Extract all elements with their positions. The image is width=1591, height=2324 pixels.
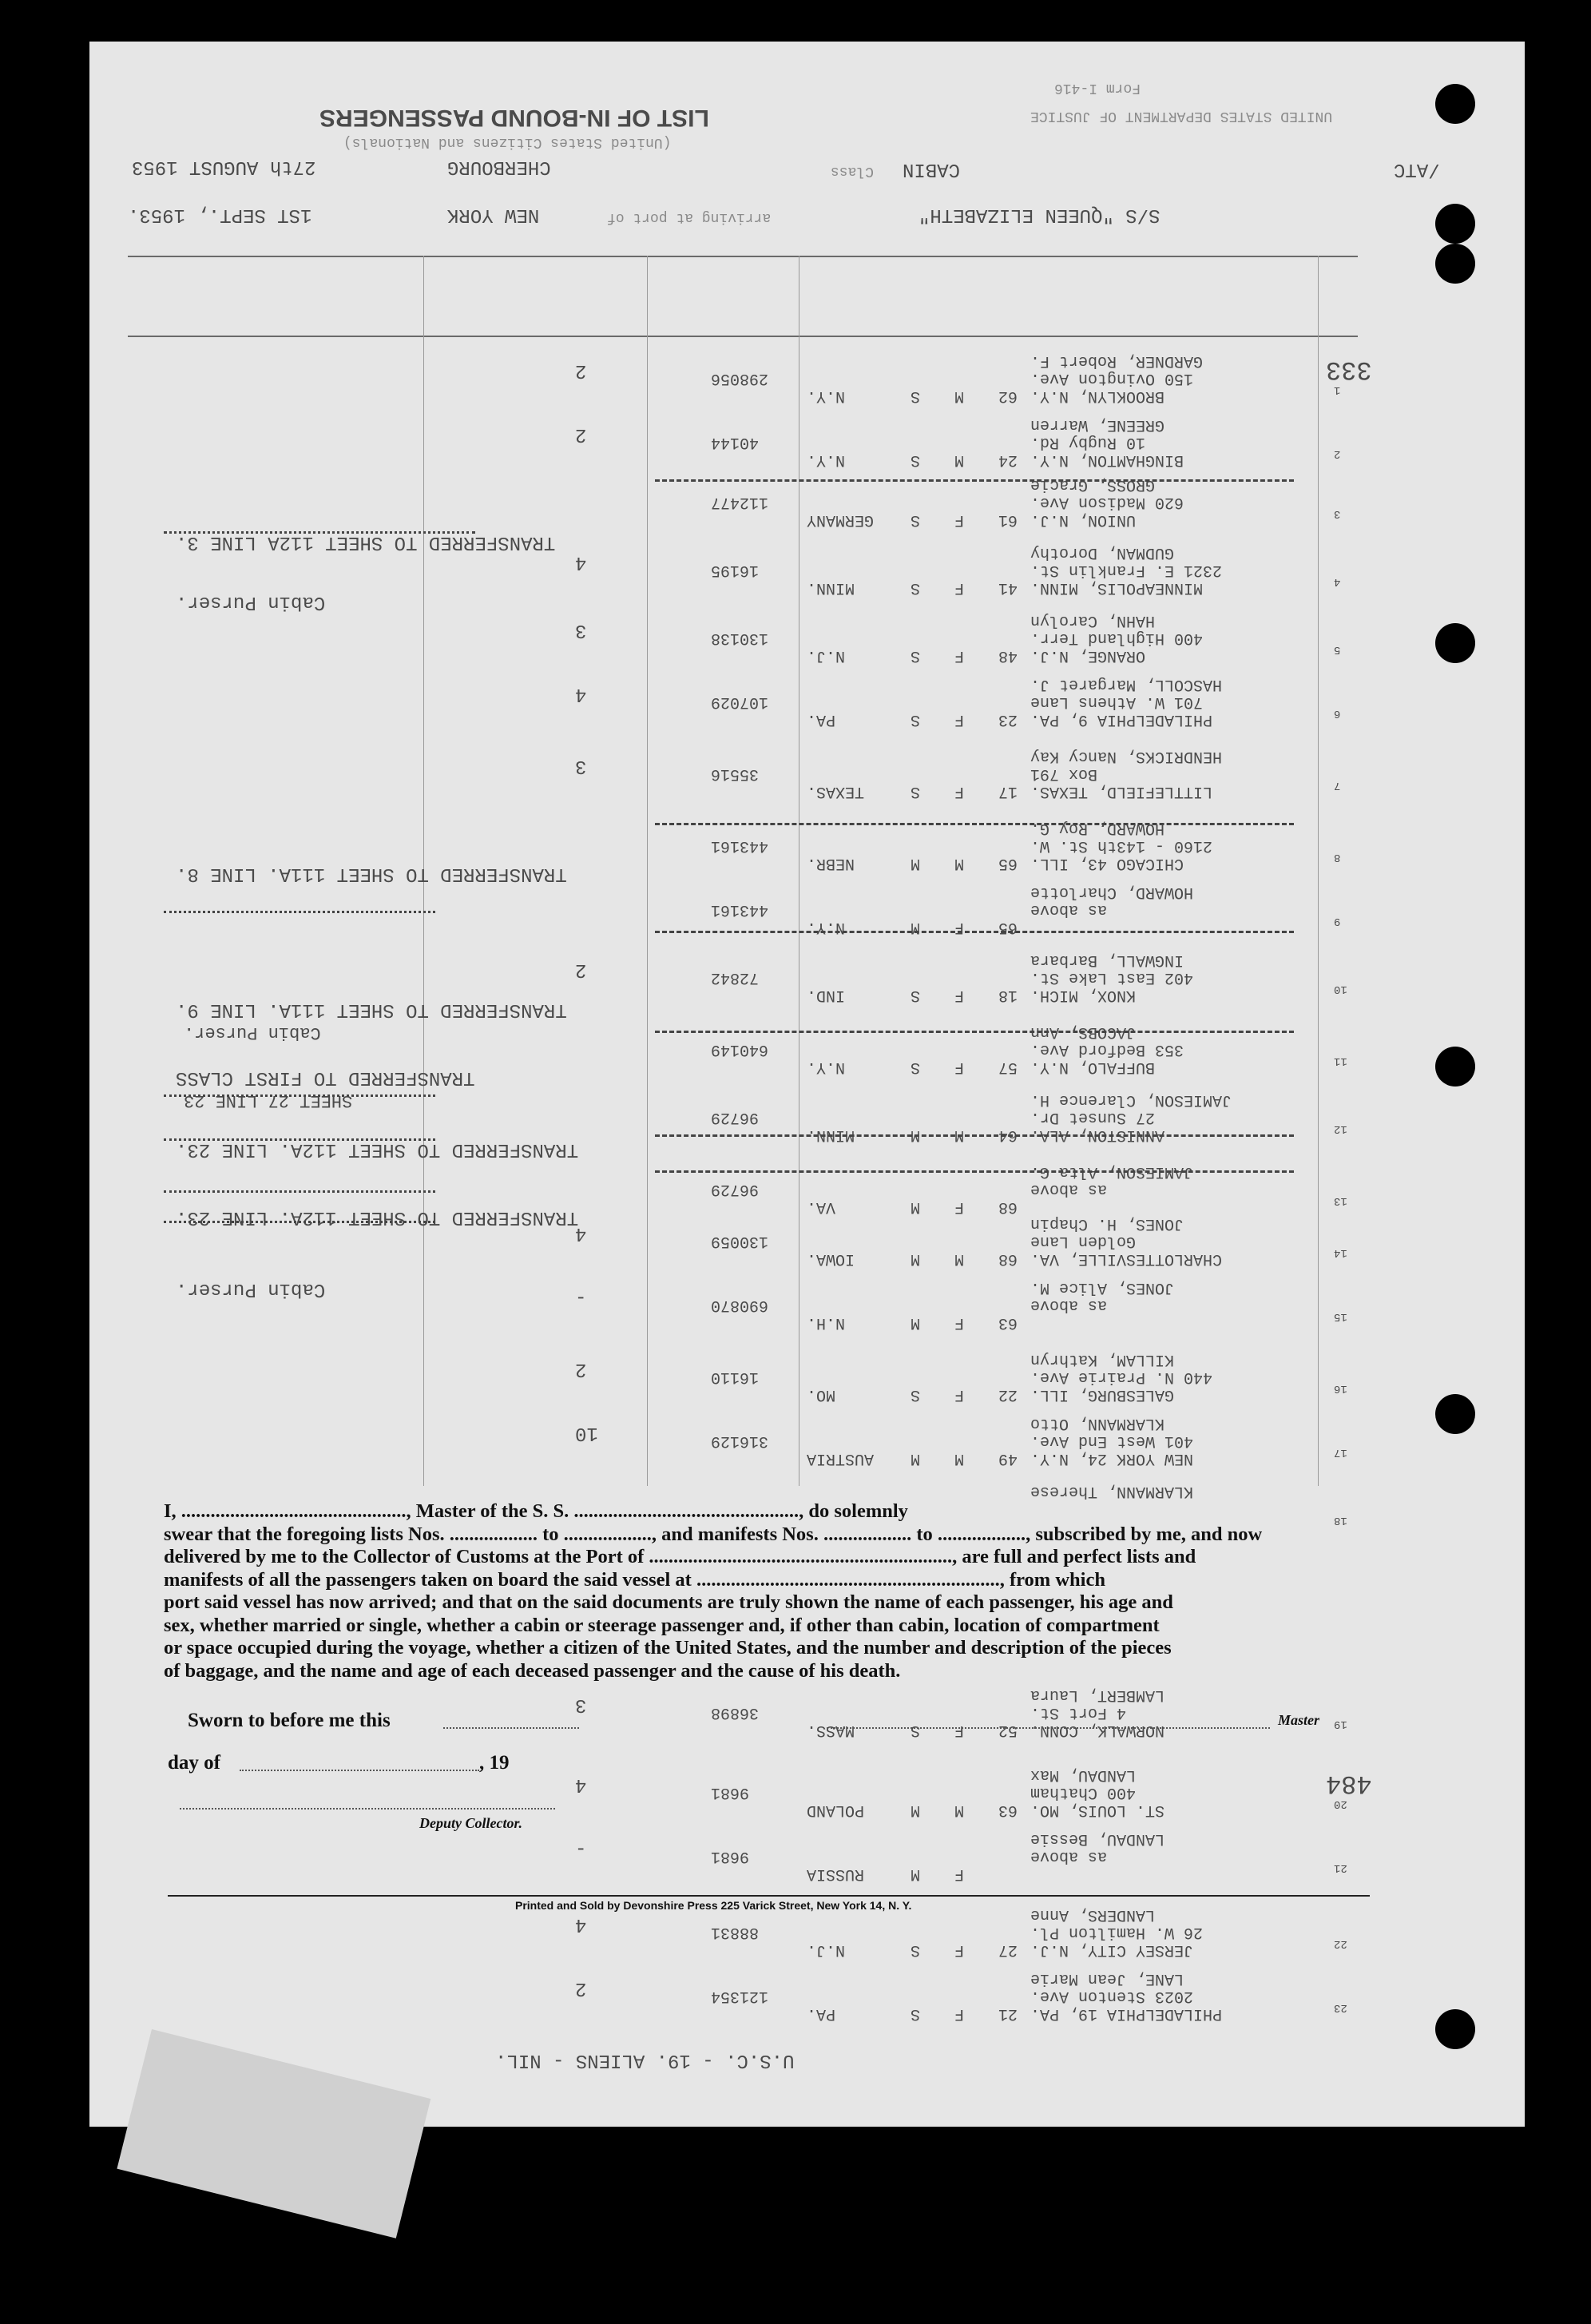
passenger-birthplace: RUSSIA (807, 1865, 865, 1883)
passenger-line-number: 12 (1334, 1122, 1347, 1135)
to-value: /ATC (1394, 158, 1440, 180)
passenger-status: S (911, 1721, 921, 1739)
transfer-note: TRANSFERRED TO SHEET 111A. LINE 8. (176, 863, 567, 884)
passenger-passport: 96729 (711, 1180, 760, 1198)
passenger-age: 65 (998, 854, 1018, 872)
passenger-city: CHARLOTTESVILLE, VA. (1030, 1249, 1223, 1268)
passenger-name: JAMIESON, Clarence H. (1030, 1090, 1232, 1109)
passenger-city: LITTLEFIELD, TEXAS. (1030, 782, 1213, 800)
passenger-sex: M (954, 1249, 965, 1268)
passenger-name: GREENE, Warren (1030, 415, 1165, 434)
passenger-age: 63 (998, 1801, 1018, 1819)
passenger-birthplace: PA. (807, 2004, 836, 2023)
punch-hole (1435, 204, 1475, 244)
transfer-note: TRANSFERRED TO SHEET 112A LINE 3. (176, 531, 556, 553)
transfer-note-2: Cabin Purser. (184, 1023, 321, 1043)
punch-hole (1435, 2009, 1475, 2049)
passenger-age: 23 (998, 710, 1018, 729)
passenger-line-number: 19 (1334, 1718, 1347, 1730)
passenger-baggage: 4 (575, 683, 587, 705)
passenger-status: M (911, 1198, 921, 1216)
oath-line: I, .............................................., Master of the S. S. .............................................., do solemnly (164, 1500, 908, 1522)
passenger-baggage: 2 (575, 423, 587, 445)
passenger-status: S (911, 646, 921, 665)
passenger-sex: F (954, 782, 965, 800)
passenger-line-number: 20 (1334, 1798, 1347, 1810)
passenger-birthplace: IND. (807, 986, 846, 1004)
passenger-line-number: 13 (1334, 1194, 1347, 1207)
passenger-baggage: 10 (575, 1422, 598, 1444)
header-subtitle: (United States Citizens and Nationals) (343, 134, 672, 150)
header-rule (128, 256, 1358, 257)
oath-line: port said vessel has now arrived; and that on the said documents are truly shown the name of each passenger, his age and (164, 1591, 1173, 1613)
transfer-note: Cabin Purser. (176, 1278, 326, 1300)
passenger-address: as above (1030, 900, 1108, 919)
passenger-status: S (911, 986, 921, 1004)
passenger-name: GROSS, Gracie (1030, 475, 1156, 494)
passenger-name: LANE, Jean Marie (1030, 1969, 1184, 1988)
passenger-name: JONES, H. Chapin (1030, 1214, 1184, 1233)
passenger-line-number: 21 (1334, 1861, 1347, 1874)
passenger-baggage: 2 (575, 959, 587, 980)
passenger-age: 62 (998, 387, 1018, 405)
passenger-sex: F (954, 710, 965, 729)
day-of-line (240, 1770, 479, 1771)
passenger-status: S (911, 1385, 921, 1404)
passenger-status: S (911, 710, 921, 729)
passenger-age: 68 (998, 1249, 1018, 1268)
passenger-city: NEW YORK 24, N.Y. (1030, 1449, 1194, 1468)
passenger-address: 620 Madison Ave. (1030, 493, 1184, 511)
passenger-passport: 107029 (711, 693, 769, 711)
passenger-age: 22 (998, 1385, 1018, 1404)
passenger-passport: 112477 (711, 493, 769, 511)
passenger-passport: 130059 (711, 1232, 769, 1250)
passenger-status: S (911, 387, 921, 405)
passenger-name: HOWARD, Roy G. (1030, 819, 1165, 837)
vessel-value: S/S "QUEEN ELIZABETH" (918, 204, 1161, 225)
passenger-address: as above (1030, 1180, 1108, 1198)
passenger-address: 701 W. Athens Lane (1030, 693, 1204, 711)
master-label: Master (1278, 1712, 1320, 1728)
transfer-note: TRANSFERRED TO SHEET 111A. LINE 9. (176, 999, 567, 1020)
passenger-address: as above (1030, 1296, 1108, 1314)
header-agency: UNITED STATES DEPARTMENT OF JUSTICE (1030, 108, 1333, 124)
passenger-birthplace: POLAND (807, 1801, 865, 1819)
passenger-birthplace: PA. (807, 710, 836, 729)
strike-line (655, 823, 1294, 825)
passenger-birthplace: GERMANY (807, 510, 875, 529)
passenger-passport: 9681 (711, 1847, 750, 1865)
passenger-sex: F (954, 1865, 965, 1883)
passenger-baggage: 2 (575, 1358, 587, 1380)
passenger-baggage: 3 (575, 1694, 587, 1715)
passenger-baggage: - (575, 1837, 587, 1859)
passenger-address: 440 N. Prairie Ave. (1030, 1368, 1213, 1386)
oath-line: sex, whether married or single, whether a cabin or steerage passenger and, if other than cabin, location of compartment (164, 1614, 1160, 1636)
passenger-city: BROOKLYN, N.Y. (1030, 387, 1165, 405)
passenger-passport: 121354 (711, 1987, 769, 2005)
passenger-baggage: 3 (575, 619, 587, 641)
passenger-sex: F (954, 918, 965, 936)
class-label: Class (831, 163, 875, 179)
passenger-line-number: 10 (1334, 983, 1347, 995)
passenger-birthplace: MINN. (807, 1126, 855, 1144)
date-value: 27th AUGUST 1953 (132, 156, 316, 177)
passenger-status: M (911, 1313, 921, 1332)
passenger-baggage: 2 (575, 1977, 587, 1999)
passenger-line-number: 3 (1334, 507, 1341, 520)
passenger-age: 48 (998, 646, 1018, 665)
passenger-city: UNION, N.J. (1030, 510, 1137, 529)
passenger-address: 2160 - 143th St. W. (1030, 836, 1213, 855)
passenger-address: 150 Ovington Ave. (1030, 369, 1194, 387)
passenger-baggage: 3 (575, 755, 587, 777)
passenger-city: MINNEAPOLIS, MINN. (1030, 578, 1204, 597)
passenger-passport: 40144 (711, 433, 760, 451)
passenger-sex: F (954, 1058, 965, 1076)
passenger-sex: F (954, 1313, 965, 1332)
punch-hole (1435, 244, 1475, 284)
passenger-passport: 35516 (711, 765, 760, 783)
master-signature-line (827, 1727, 1270, 1729)
passenger-baggage: 4 (575, 1913, 587, 1935)
strike-line (655, 1134, 1294, 1137)
passenger-city: BUFFALO, N.Y. (1030, 1058, 1156, 1076)
passenger-line-number: 4 (1334, 575, 1341, 588)
dotted-line (164, 1138, 435, 1141)
passenger-passport: 96729 (711, 1108, 760, 1126)
passenger-city: NORWALK, CONN. (1030, 1721, 1165, 1739)
passenger-birthplace: MASS. (807, 1721, 855, 1739)
passenger-name: HENDRICKS, Nancy Kay (1030, 747, 1223, 765)
passenger-birthplace: IOWA. (807, 1249, 855, 1268)
passenger-age: 21 (998, 2004, 1018, 2023)
oath-statement (164, 1500, 1370, 1682)
passenger-status: S (911, 782, 921, 800)
passenger-line-number: 2 (1334, 447, 1341, 460)
arriving-label: arriving at port of (607, 209, 772, 225)
strike-line (655, 1170, 1294, 1173)
margin-mark: 484 (1326, 1769, 1372, 1798)
sworn-day-line (443, 1727, 579, 1729)
passenger-status: S (911, 578, 921, 597)
passenger-line-number: 16 (1334, 1382, 1347, 1395)
passenger-baggage: 2 (575, 360, 587, 381)
passenger-age: 57 (998, 1058, 1018, 1076)
passenger-address: 4 Fort St. (1030, 1703, 1127, 1722)
passenger-sex: F (954, 510, 965, 529)
passenger-passport: 9681 (711, 1783, 750, 1802)
passenger-baggage: 4 (575, 1774, 587, 1795)
passenger-birthplace: N.Y. (807, 387, 846, 405)
passenger-name: HOWARD, Charlotte (1030, 883, 1194, 901)
passenger-status: M (911, 1126, 921, 1144)
passenger-city: CHICAGO 43, ILL. (1030, 854, 1184, 872)
passenger-name: LANDAU, Max (1030, 1766, 1137, 1784)
passenger-birthplace: N.Y. (807, 451, 846, 469)
passenger-city: ANNISTON, ALA. (1030, 1126, 1165, 1144)
passenger-status: M (911, 918, 921, 936)
passenger-address: 26 W. Hamilton Pl. (1030, 1923, 1204, 1941)
passenger-age: 52 (998, 1721, 1018, 1739)
passenger-status: M (911, 854, 921, 872)
port-value: NEW YORK (447, 204, 540, 225)
passenger-passport: 640149 (711, 1040, 769, 1059)
passenger-line-number: 15 (1334, 1310, 1347, 1323)
passenger-passport: 298056 (711, 369, 769, 387)
passenger-passport: 16195 (711, 561, 760, 579)
passenger-line-number: 1 (1334, 383, 1341, 396)
passenger-city: ORANGE, N.J. (1030, 646, 1146, 665)
passenger-address: 2321 E. Franklin St. (1030, 561, 1223, 579)
passenger-city: PHILADELPHIA 19, PA. (1030, 2004, 1223, 2023)
passenger-passport: 443161 (711, 900, 769, 919)
passenger-city: GALESBURG, ILL. (1030, 1385, 1175, 1404)
oath-line: manifests of all the passengers taken on board the said vessel at .............................................................., from which (164, 1568, 1105, 1591)
passenger-city: KNOX, MICH. (1030, 986, 1137, 1004)
passenger-birthplace: N.Y. (807, 918, 846, 936)
day-of-label: day of (168, 1752, 220, 1774)
passenger-birthplace: N.J. (807, 1941, 846, 1959)
passenger-baggage: - (575, 1286, 587, 1308)
passenger-status: M (911, 1249, 921, 1268)
passenger-birthplace: NEBR. (807, 854, 855, 872)
passenger-age: 41 (998, 578, 1018, 597)
passenger-age: 61 (998, 510, 1018, 529)
passenger-address: 10 Rugby Rd. (1030, 433, 1146, 451)
column-header-rule (128, 336, 1358, 337)
passenger-name: JAMIESON, Alta G. (1030, 1162, 1194, 1181)
printer-rule (168, 1895, 1370, 1897)
passenger-passport: 88831 (711, 1923, 760, 1941)
passenger-status: M (911, 1865, 921, 1883)
passenger-address: 402 East Lake St. (1030, 968, 1194, 987)
column-divider (1318, 256, 1319, 1486)
punch-hole (1435, 1394, 1475, 1434)
passenger-age: 49 (998, 1449, 1018, 1468)
passenger-address: 2023 Stenton Ave. (1030, 1987, 1194, 2005)
passenger-sex: F (954, 1941, 965, 1959)
passenger-line-number: 8 (1334, 851, 1341, 864)
transfer-note: Cabin Purser. (176, 591, 326, 613)
dotted-line (164, 1094, 435, 1097)
passenger-passport: 316129 (711, 1432, 769, 1450)
passenger-age: 63 (998, 1313, 1018, 1332)
passenger-name: HASCOLL, Margaret J. (1030, 675, 1223, 693)
passenger-name: LAMBERT, Laura (1030, 1686, 1165, 1704)
passenger-status: S (911, 451, 921, 469)
passenger-line-number: 14 (1334, 1246, 1347, 1259)
passenger-passport: 72842 (711, 968, 760, 987)
passenger-name: GUDMAN, Dorothy (1030, 543, 1175, 562)
passenger-age: 24 (998, 451, 1018, 469)
passenger-sex: M (954, 451, 965, 469)
passenger-sex: F (954, 1721, 965, 1739)
passenger-name: JACOBS, Ann (1030, 1023, 1137, 1041)
deputy-label: Deputy Collector. (419, 1815, 522, 1831)
deputy-signature-line (180, 1808, 555, 1810)
strike-line (655, 479, 1294, 482)
transfer-note: TRANSFERRED TO SHEET 112A. LINE 23. (176, 1138, 579, 1160)
arrival-date: 1ST SEPT., 1953. (128, 204, 312, 225)
passenger-name: KILLAM, Kathryn (1030, 1350, 1175, 1369)
passenger-address: Box 791 (1030, 765, 1098, 783)
passenger-sex: F (954, 1198, 965, 1216)
passenger-line-number: 18 (1334, 1514, 1347, 1527)
strike-line (655, 931, 1294, 933)
year-prefix: , 19 (479, 1752, 510, 1774)
passenger-status: S (911, 510, 921, 529)
header-title: LIST OF IN-BOUND PASSENGERS (319, 105, 709, 131)
passenger-sex: F (954, 1385, 965, 1404)
passenger-address: 401 West End Ave. (1030, 1432, 1194, 1450)
passenger-passport: 690870 (711, 1296, 769, 1314)
passenger-birthplace: VA. (807, 1198, 836, 1216)
passenger-line-number: 6 (1334, 707, 1341, 720)
oath-line: of baggage, and the name and age of each deceased passenger and the cause of his death. (164, 1659, 901, 1682)
passenger-sex: F (954, 578, 965, 597)
passenger-line-number: 11 (1334, 1055, 1347, 1067)
passenger-line-number: 5 (1334, 643, 1341, 656)
passenger-name: GARDNER, Robert F. (1030, 352, 1204, 370)
passenger-name: HAHN, Carolyn (1030, 611, 1156, 630)
sworn-label: Sworn to before me this (188, 1710, 391, 1731)
passenger-birthplace: MINN. (807, 578, 855, 597)
passenger-passport: 130138 (711, 629, 769, 647)
punch-hole (1435, 1047, 1475, 1087)
passenger-birthplace: N.J. (807, 646, 846, 665)
passenger-city: ST. LOUIS, MO. (1030, 1801, 1165, 1819)
passenger-name: KLARMANN, Otto (1030, 1414, 1165, 1432)
passenger-address: 27 Sunset Dr. (1030, 1108, 1156, 1126)
oath-line: or space occupied during the voyage, whether a citizen of the United States, and the number and description of the pieces (164, 1637, 1172, 1659)
oath-line: delivered by me to the Collector of Customs at the Port of .............................................................., are full and perfect lists and (164, 1546, 1196, 1567)
passenger-line-number: 9 (1334, 915, 1341, 928)
passenger-address: as above (1030, 1847, 1108, 1865)
passenger-birthplace: TEXAS. (807, 782, 865, 800)
summary-line: U.S.C. - 19. ALIENS - NIL. (495, 2049, 795, 2071)
passenger-age: 64 (998, 1126, 1018, 1144)
strike-line (655, 1031, 1294, 1033)
passenger-age: 18 (998, 986, 1018, 1004)
passenger-sex: M (954, 854, 965, 872)
dotted-line (164, 1221, 435, 1223)
passenger-status: S (911, 1058, 921, 1076)
punch-hole (1435, 623, 1475, 663)
passenger-address: 400 Chatham (1030, 1783, 1137, 1802)
passenger-status: S (911, 2004, 921, 2023)
passenger-sex: M (954, 1126, 965, 1144)
passenger-status: S (911, 1941, 921, 1959)
passenger-sex: F (954, 646, 965, 665)
passenger-line-number: 22 (1334, 1937, 1347, 1950)
passenger-city: PHILADELPHIA 9, PA. (1030, 710, 1213, 729)
passenger-address: 353 Bedford Ave. (1030, 1040, 1184, 1059)
passenger-name: LANDERS, Anne (1030, 1905, 1156, 1924)
passenger-age: 17 (998, 782, 1018, 800)
passenger-line-number: 23 (1334, 2001, 1347, 2014)
dotted-line (164, 1190, 435, 1193)
passenger-passport: 443161 (711, 836, 769, 855)
passenger-baggage: 4 (575, 551, 587, 573)
passenger-sex: F (954, 986, 965, 1004)
passenger-status: M (911, 1801, 921, 1819)
passenger-age: 65 (998, 918, 1018, 936)
passenger-name: KLARMANN, Therese (1030, 1482, 1194, 1500)
passenger-name: LANDAU, Bessie (1030, 1829, 1165, 1848)
class-value: CABIN (903, 158, 961, 180)
passenger-birthplace: N.Y. (807, 1058, 846, 1076)
transfer-note: TRANSFERRED TO SHEET 112A. LINE 23. (176, 1206, 579, 1228)
passenger-city: JERSEY CITY, N.J. (1030, 1941, 1194, 1959)
transfer-note-2: SHEET 27 LINE 23 (184, 1090, 353, 1110)
passenger-age: 27 (998, 1941, 1018, 1959)
passenger-name: JONES, Alice M. (1030, 1278, 1175, 1297)
passenger-sex: M (954, 387, 965, 405)
passenger-passport: 16110 (711, 1368, 760, 1386)
column-divider (647, 256, 648, 1486)
passenger-sex: M (954, 1801, 965, 1819)
passenger-name: INGWALL, Barbara (1030, 951, 1184, 969)
passenger-baggage: 4 (575, 1222, 587, 1244)
passenger-address: 400 Highland Terr. (1030, 629, 1204, 647)
passenger-birthplace: N.H. (807, 1313, 846, 1332)
passenger-birthplace: AUSTRIA (807, 1449, 875, 1468)
passenger-line-number: 7 (1334, 779, 1341, 792)
oath-line: swear that the foregoing lists Nos. .................. to .................., and manifests Nos. .................. to .................., subscribed by me, and now (164, 1523, 1263, 1545)
passenger-sex: F (954, 2004, 965, 2023)
passenger-age: 68 (998, 1198, 1018, 1216)
passenger-status: M (911, 1449, 921, 1468)
from-value: CHERBOURG (447, 156, 551, 177)
passenger-line-number: 17 (1334, 1446, 1347, 1459)
punch-hole (1435, 84, 1475, 124)
header-form: Form I-416 (1054, 80, 1141, 96)
passenger-sex: M (954, 1449, 965, 1468)
dotted-line (164, 911, 435, 913)
passenger-passport: 36898 (711, 1703, 760, 1722)
printer-imprint: Printed and Sold by Devonshire Press 225 Varick Street, New York 14, N. Y. (515, 1899, 912, 1912)
passenger-birthplace: MO. (807, 1385, 836, 1404)
passenger-city: BINGHAMTON, N.Y. (1030, 451, 1184, 469)
dotted-line (164, 531, 475, 534)
passenger-address: Golden Lane (1030, 1232, 1137, 1250)
transfer-note: TRANSFERRED TO FIRST CLASS (176, 1067, 475, 1088)
margin-mark: 333 (1326, 355, 1372, 384)
